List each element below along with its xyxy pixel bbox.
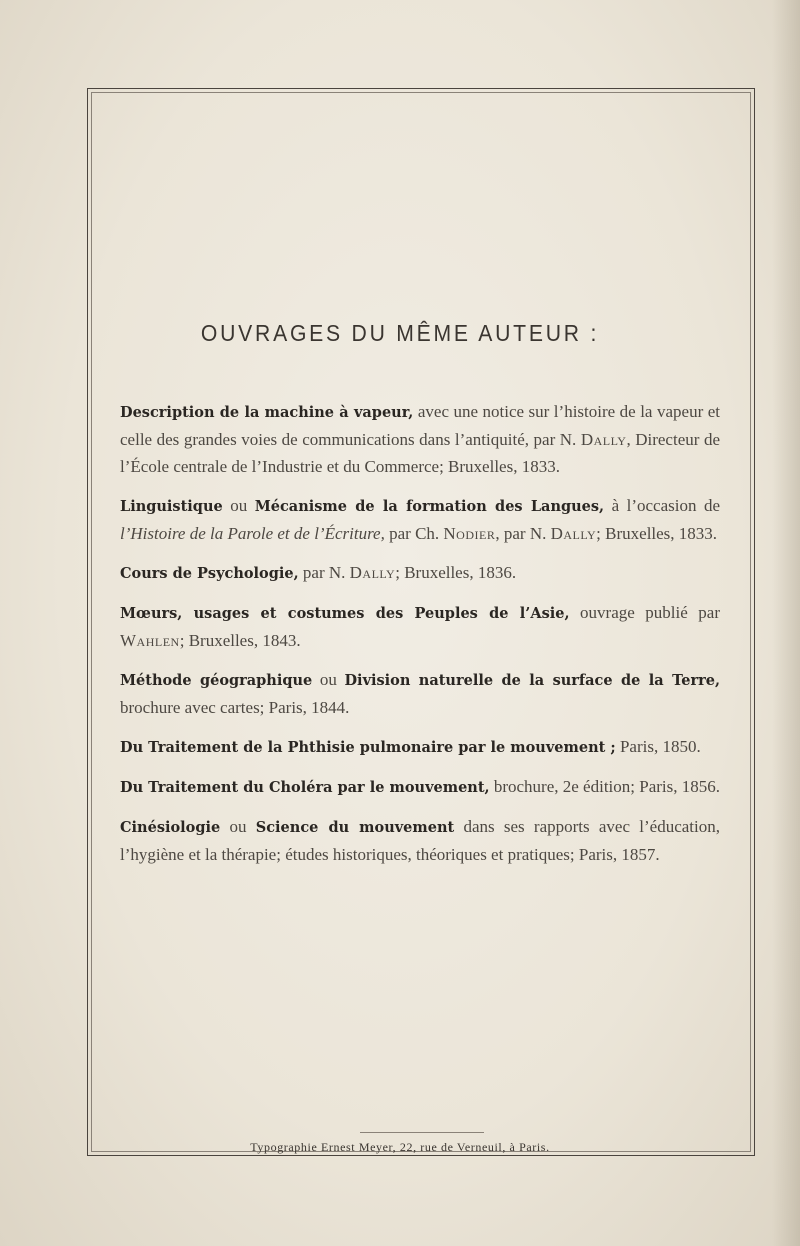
entry-text: Paris, 1850. <box>615 737 701 756</box>
entry-text: ; Bruxelles, 1833. <box>596 524 718 543</box>
entry-text: par Ch. <box>384 524 444 543</box>
entry-text: , par N. <box>495 524 551 543</box>
entry-text: ou <box>222 496 255 515</box>
page-heading: OUVRAGES DU MÊME AUTEUR : <box>200 320 600 346</box>
bibliography-entry <box>120 559 720 587</box>
page-edge-shadow <box>772 0 800 1246</box>
entry-text: brochure, 2e édition; Paris, 1856. <box>489 777 720 796</box>
italic-title: l’Histoire de la Parole et de l’Écriture, <box>120 524 385 543</box>
entry-title: Mœurs, usages et costumes des Peuples de l’Asie, <box>120 605 570 622</box>
entry-text: Division naturelle de la surface de la Terre, <box>344 672 720 689</box>
author-name: Dally <box>349 563 396 582</box>
entry-text: Mécanisme de la formation des Langues, <box>254 498 605 515</box>
entry-title: Linguistique <box>120 498 223 515</box>
entry-text: dans ses rapports avec l’éducation, l’hygiène et la thérapie; études historiques, théoriques et pratiques; Paris, 1857. <box>120 817 721 864</box>
author-name: Dally <box>550 524 597 543</box>
bibliography-entry <box>120 773 720 801</box>
entry-text: par N. <box>298 563 350 582</box>
printer-imprint: Typographie Ernest Meyer, 22, rue de Verneuil, à Paris. <box>250 1140 550 1154</box>
entry-title: Du Traitement du Choléra par le mouvement, <box>120 779 490 796</box>
author-name: Dally <box>580 430 627 449</box>
entry-title: Description de la machine à vapeur, <box>120 404 414 421</box>
entry-title: Cinésiologie <box>120 819 221 836</box>
author-name: Nodier <box>443 524 496 543</box>
bibliography-entry <box>120 666 720 721</box>
entry-text: brochure avec cartes; Paris, 1844. <box>120 698 350 717</box>
entry-title: Du Traitement de la Phthisie pulmonaire par le mouvement ; <box>120 739 616 756</box>
entry-text: ; Bruxelles, 1843. <box>179 631 301 650</box>
entry-text: ou <box>220 817 256 836</box>
entry-text: à l’occasion de <box>604 496 720 515</box>
entry-title: Méthode géographique <box>120 672 313 689</box>
bibliography-entry <box>120 599 720 654</box>
entry-text: Science du mouvement <box>255 819 455 836</box>
bibliography-entry <box>120 733 720 761</box>
bibliography-entry <box>120 813 720 868</box>
entry-text: ouvrage publié par <box>569 603 720 622</box>
entry-text: ; Bruxelles, 1836. <box>395 563 517 582</box>
bibliography-list <box>120 398 720 880</box>
entry-text: , Directeur de l’École centrale de l’Industrie et du Commerce; Bruxelles, 1833. <box>120 430 721 476</box>
entry-text: ou <box>312 670 345 689</box>
bibliography-entry <box>120 398 720 480</box>
entry-title: Cours de Psychologie, <box>120 565 299 582</box>
author-name: Wahlen <box>120 631 180 650</box>
entry-text: avec une notice sur l’histoire de la vapeur et celle des grandes voies de communications dans l’antiquité, par N. <box>120 402 720 449</box>
footer-rule <box>360 1132 484 1133</box>
bibliography-entry <box>120 492 720 547</box>
